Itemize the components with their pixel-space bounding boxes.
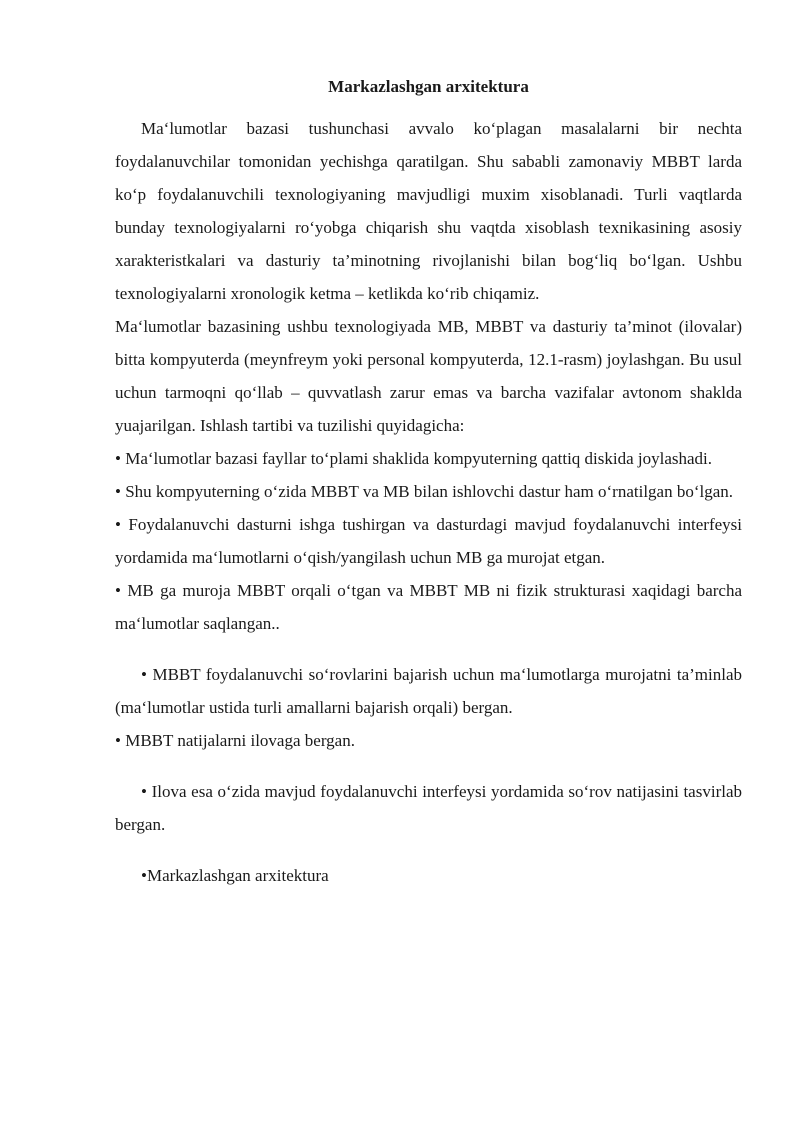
bullet-database-files: • Ma‘lumotlar bazasi fayllar to‘plami shaklida kompyuterning qattiq diskida joylashadi. — [115, 449, 713, 468]
bullet-dbms-requests: • MBBT foydalanuvchi so‘rovlarini bajarish uchun ma‘lumotlarga murojatni ta’minlab (ma‘lumotlar ustida turli amallarni bajarish orqali) bergan. — [115, 665, 742, 717]
paragraph-technology: Ma‘lumotlar bazasining ushbu texnologiyada MB, MBBT va dasturiy ta’minot (ilovalar) bitta kompyuterda (meynfreym yoki personal kompyuterda, 12.1-rasm) joylashgan. Bu usul uchun tarmoqni qo‘llab – quvvatlash zarur emas va barcha vazifalar avtonom shaklda yuajarilgan. Ishlash tartibi va tuzilishi quyidagicha: — [115, 317, 742, 435]
document-title: Markazlashgan arxitektura — [328, 77, 529, 96]
bullet-application-output: • Ilova esa o‘zida mavjud foydalanuvchi interfeysi yordamida so‘rov natijasini tasvirlab bergan. — [115, 782, 742, 834]
bullet-centralized-architecture: •Markazlashgan arxitektura — [141, 866, 329, 885]
bullet-dbms-installed: • Shu kompyuterning o‘zida MBBT va MB bilan ishlovchi dastur ham o‘rnatilgan bo‘lgan. — [115, 482, 734, 501]
bullet-user-interface: • Foydalanuvchi dasturni ishga tushirgan va dasturdagi mavjud foydalanuvchi interfeysi yordamida ma‘lumotlarni o‘qish/yangilash uchun MB ga murojat etgan. — [115, 515, 742, 567]
paragraph-intro: Ma‘lumotlar bazasi tushunchasi avvalo ko‘plagan masalalarni bir nechta foydalanuvchilar tomonidan yechishga qaratilgan. Shu sababli zamonaviy MBBT larda ko‘p foydalanuvchili texnologiyaning mavjudligi muxim xisoblanadi. Turli vaqtlarda bunday texnologiyalarni ro‘yobga chiqarish shu vaqtda xisoblash texnikasining asosiy xarakteristkalari va dasturiy ta’minotning rivojlanishi bilan bog‘liq bo‘lgan. Ushbu texnologiyalarni xronologik ketma – ketlikda ko‘rib chiqamiz. — [115, 119, 742, 303]
bullet-dbms-results: • MBBT natijalarni ilovaga bergan. — [115, 731, 355, 750]
document-page — [115, 72, 742, 892]
bullet-dbms-access: • MB ga muroja MBBT orqali o‘tgan va MBBT MB ni fizik strukturasi xaqidagi barcha ma‘lumotlar saqlangan.. — [115, 581, 742, 633]
